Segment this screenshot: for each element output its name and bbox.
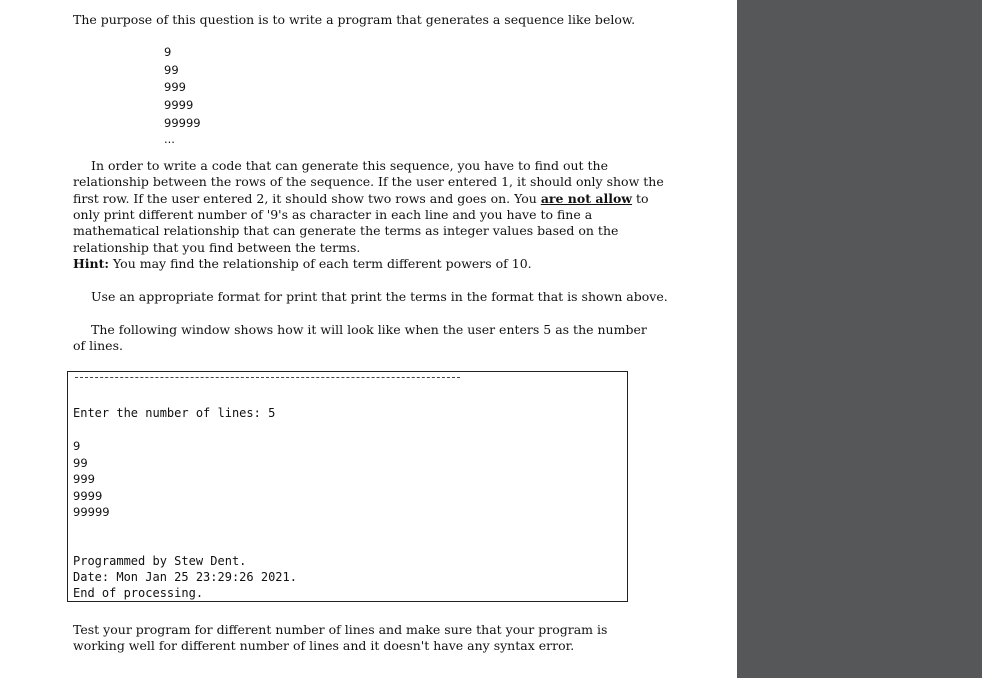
sequence-example (164, 44, 201, 145)
console-output-line: 9999 (73, 488, 103, 503)
window-note-line1: The following window shows how it will look like when the user enters 5 as the number (91, 322, 647, 337)
not-allowed-emphasis: are not allow (540, 191, 633, 206)
sequence-item: 9 (164, 45, 172, 59)
para-line-tail: to (632, 191, 649, 206)
intro-text: The purpose of this question is to write a program that generates a sequence like below. (73, 12, 636, 27)
sequence-item: 999 (164, 80, 186, 95)
console-footer-line: Programmed by Stew Dent. (73, 554, 247, 568)
hint-label: Hint: (73, 256, 110, 271)
para-line: In order to write a code that can generate this sequence, you have to find out the (91, 158, 608, 173)
para-line: only print different number of '9's as character in each line and you have to fine a (73, 207, 593, 222)
console-output-line: 9 (73, 439, 81, 453)
para-line: mathematical relationship that can generate the terms as integer values based on the (73, 223, 619, 238)
closing-line2: working well for different number of lines and it doesn't have any syntax error. (73, 638, 575, 653)
console-output-line: 999 (73, 472, 95, 486)
closing-line1: Test your program for different number of lines and make sure that your program is (73, 622, 608, 637)
console-output-line: 99999 (73, 505, 110, 519)
console-output (73, 438, 110, 521)
para-line-3 (73, 191, 649, 207)
format-note: Use an appropriate format for print that print the terms in the format that is shown above. (91, 289, 668, 304)
sequence-ellipsis: ... (164, 131, 175, 146)
sequence-item: 99999 (164, 115, 201, 130)
sequence-item: 9999 (164, 98, 194, 113)
console-footer-line: Date: Mon Jan 25 23:29:26 2021. (73, 570, 297, 584)
console-output-line: 99 (73, 455, 88, 470)
side-panel (737, 0, 982, 678)
console-window (67, 371, 628, 602)
window-note-line2: of lines. (73, 338, 123, 353)
para-line: relationship that you find between the terms. (73, 240, 361, 255)
console-prompt: Enter the number of lines: 5 (73, 406, 276, 420)
console-divider (75, 377, 460, 378)
para-line-text: first row. If the user entered 2, it should show two rows and goes on. You (73, 191, 541, 206)
console-footer-line: End of processing. (73, 586, 204, 600)
hint-line (73, 256, 532, 272)
hint-text: You may find the relationship of each term different powers of 10. (109, 256, 532, 271)
para-line: relationship between the rows of the sequence. If the user entered 1, it should only show the (73, 174, 664, 189)
sequence-item: 99 (164, 62, 179, 77)
